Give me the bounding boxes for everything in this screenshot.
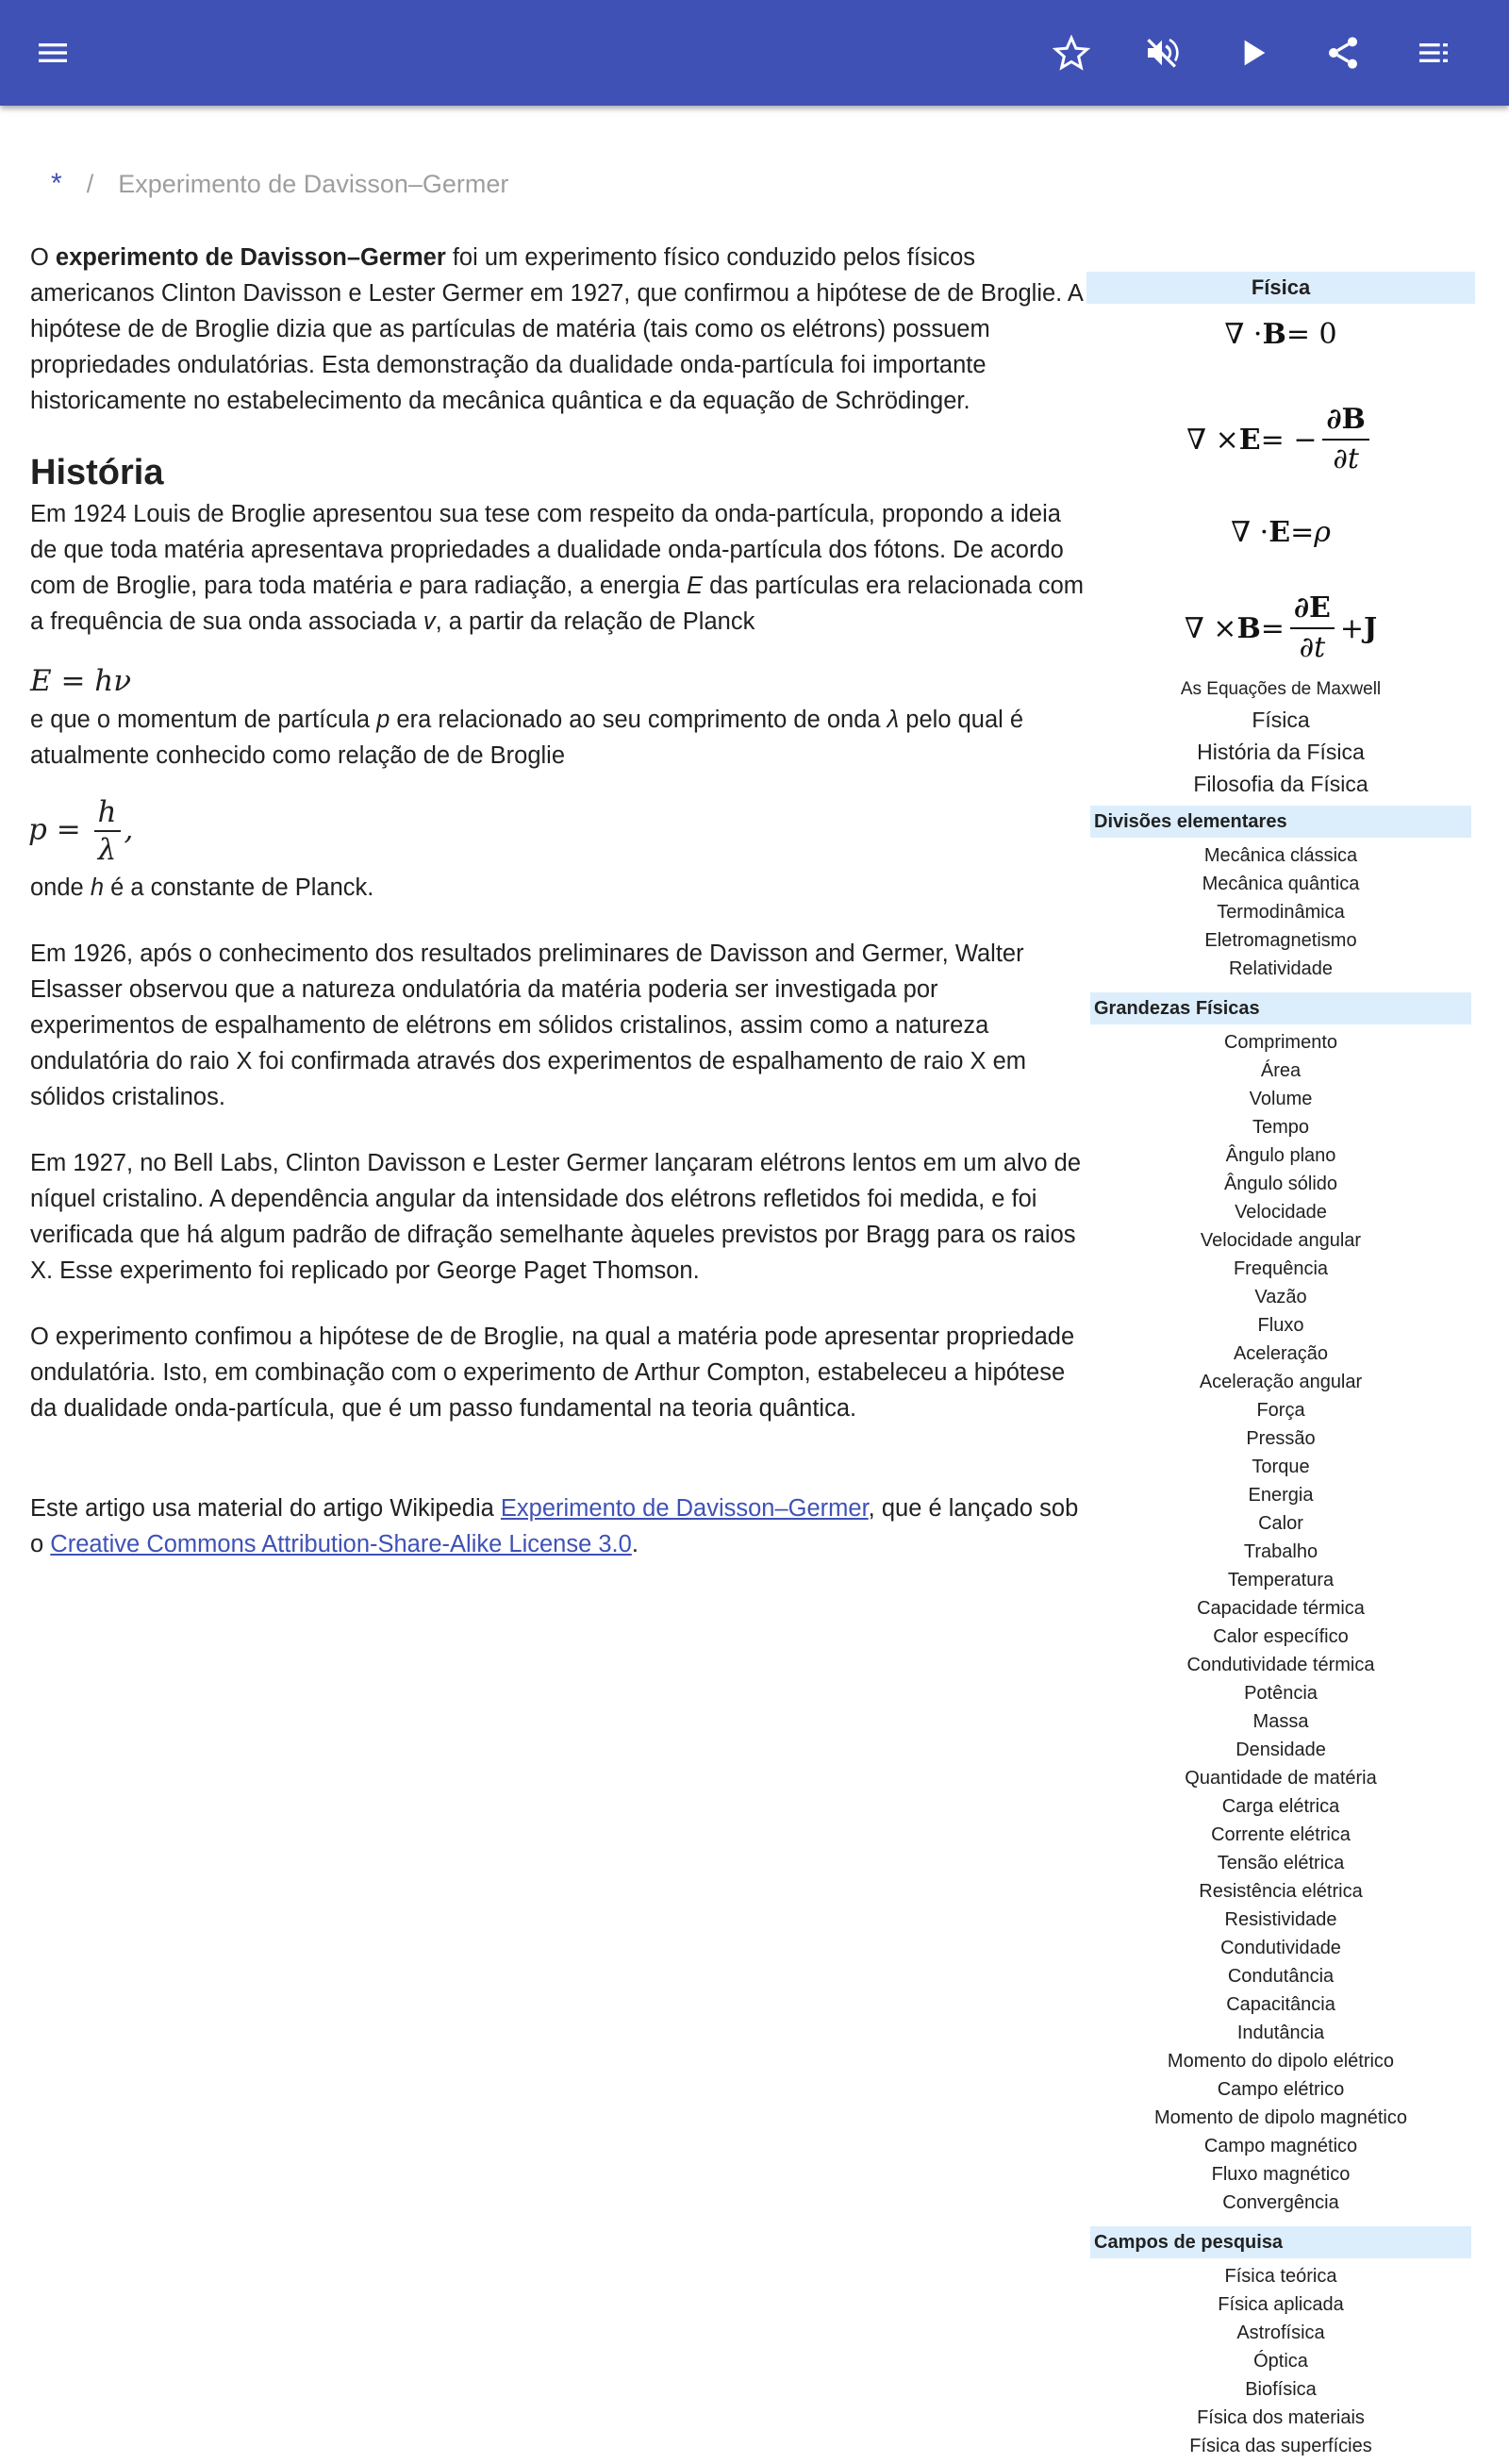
star-outline-icon[interactable] <box>1045 26 1098 79</box>
infobox-link[interactable]: Aceleração angular <box>1199 1372 1363 1392</box>
history-paragraph-5: Em 1927, no Bell Labs, Clinton Davisson e Lester Germer lançaram elétrons lentos em um alvo de níquel cristalino. A dependência angular da intensidade dos elétrons refletidos foi medida, e foi verificada que há algum padrão de difração semelhante àqueles previstos por Bragg para os raios X. Esse experimento foi replicado por George Paget Thomson. <box>30 1150 1082 1284</box>
infobox-section-header: Campos de pesquisa <box>1090 2226 1471 2258</box>
infobox-link[interactable]: Condutância <box>1227 1966 1335 1987</box>
math-var: λ <box>887 707 900 733</box>
eq-lhs: p = <box>28 812 81 847</box>
infobox-link[interactable]: Física das superfícies <box>1189 2436 1372 2456</box>
eq-rhs: = <box>1290 515 1315 549</box>
menu-icon[interactable] <box>26 26 79 79</box>
equation-de-broglie <box>28 794 1086 868</box>
infobox-link[interactable]: Tensão elétrica <box>1217 1853 1345 1873</box>
infobox-link[interactable]: Corrente elétrica <box>1211 1824 1351 1845</box>
play-icon[interactable] <box>1226 26 1279 79</box>
infobox-link-fisica[interactable]: Física <box>1252 708 1310 732</box>
infobox-link[interactable]: Volume <box>1249 1089 1313 1109</box>
infobox-link[interactable]: Resistividade <box>1224 1909 1337 1930</box>
infobox-link[interactable]: Condutividade térmica <box>1186 1655 1375 1675</box>
wikipedia-article-link[interactable]: Experimento de Davisson–Germer <box>500 1495 869 1522</box>
intro-text: foi um experimento físico conduzido pelos físicos americanos Clinton Davisson e Lester Germer em 1927, que confirmou a hipótese de de Broglie. A hipótese de de Broglie dizia que as partículas de matéria (tais como os elétrons) possuem propriedades ondulatórias. Esta demonstração da dualidade onda-partícula foi importante historicamente no estabelecimento da mecânica quântica e da equação de Schrödinger. <box>30 244 1083 414</box>
eq-op: ∇ · <box>1224 317 1263 351</box>
infobox-section-header: Divisões elementares <box>1090 806 1471 838</box>
denominator: λ <box>97 833 117 867</box>
eq-suffix: , <box>124 812 134 847</box>
history-paragraph-3 <box>30 870 1086 906</box>
eq-var: E <box>1269 515 1291 549</box>
license-link[interactable]: Creative Commons Attribution-Share-Alike License 3.0 <box>50 1531 632 1557</box>
app-bar <box>0 0 1509 106</box>
infobox-link[interactable]: Relatividade <box>1228 958 1334 979</box>
fraction <box>1322 401 1368 478</box>
text: era relacionado ao seu comprimento de onda <box>390 707 887 733</box>
text: é a constante de Planck. <box>104 874 374 901</box>
infobox-link[interactable]: Ângulo plano <box>1225 1145 1336 1166</box>
infobox-link[interactable]: Fluxo magnético <box>1211 2164 1351 2185</box>
infobox-link[interactable]: Termodinâmica <box>1217 902 1345 923</box>
eq-op: ∇ × <box>1184 611 1237 645</box>
infobox-section-list <box>1086 2258 1475 2464</box>
intro-prefix: O <box>30 244 56 271</box>
math-var: e <box>399 573 413 599</box>
infobox-link[interactable]: Potência <box>1244 1683 1318 1704</box>
eq-rhs: = 0 <box>1285 317 1337 351</box>
infobox-link[interactable]: Força <box>1256 1400 1305 1421</box>
math-var: h <box>90 874 104 901</box>
infobox-link-historia-da-fisica[interactable]: História da Física <box>1197 740 1365 764</box>
fraction <box>94 794 121 868</box>
infobox-section-list <box>1086 1024 1475 2221</box>
history-paragraph-4: Em 1926, após o conhecimento dos resultados preliminares de Davisson and Germer, Walter Elsasser observou que a natureza ondulatória da matéria poderia ser investigada por experimentos de espalhamento de elétrons em sólidos cristalinos, assim como a natureza ondulatória do raio X foi confirmada através dos experimentos de espalhamento de raio X em sólidos cristalinos. <box>30 941 1027 1110</box>
infobox-link[interactable]: Vazão <box>1254 1287 1307 1307</box>
eq-var: J <box>1363 611 1378 645</box>
attribution <box>30 1490 1086 1562</box>
history-paragraph-2 <box>30 702 1086 774</box>
text: para radiação, a energia <box>412 573 688 599</box>
infobox-link[interactable]: Área <box>1260 1060 1302 1081</box>
infobox-link[interactable]: Capacidade térmica <box>1197 1598 1365 1619</box>
denominator: ∂t <box>1299 631 1326 664</box>
infobox-link[interactable]: Óptica <box>1253 2351 1308 2372</box>
breadcrumb <box>51 168 508 200</box>
infobox-link[interactable]: Ângulo sólido <box>1223 1174 1338 1194</box>
infobox-link[interactable]: Velocidade angular <box>1200 1230 1362 1251</box>
maxwell-equation-3 <box>1086 504 1475 560</box>
infobox-link[interactable]: Astrofísica <box>1236 2322 1325 2343</box>
eq-op: ∇ · <box>1231 515 1269 549</box>
breadcrumb-separator: / <box>86 169 94 198</box>
infobox-link[interactable]: Aceleração <box>1233 1343 1329 1364</box>
infobox-link[interactable]: Eletromagnetismo <box>1204 930 1357 951</box>
physics-infobox <box>1086 272 1475 2464</box>
history-paragraph-1 <box>30 496 1086 640</box>
infobox-link[interactable]: Convergência <box>1222 2192 1339 2213</box>
eq-rhs: = <box>1260 611 1285 645</box>
text: Em 1924 Louis de Broglie apresentou sua tese com respeito da onda-partícula, propondo a ideia de que toda matéria apresentava propriedades a dualidade onda-partícula dos fótons. De acordo com de Broglie, para toda matéria <box>30 501 1064 599</box>
infobox-link[interactable]: Frequência <box>1233 1258 1329 1279</box>
text: , a partir da relação de Planck <box>435 608 755 635</box>
denominator: ∂t <box>1333 442 1359 475</box>
infobox-link[interactable]: Calor específico <box>1213 1626 1349 1647</box>
math-var: E <box>687 573 704 599</box>
maxwell-equation-2 <box>1086 392 1475 487</box>
infobox-link-filosofia-da-fisica[interactable]: Filosofia da Física <box>1193 772 1368 796</box>
text: e que o momentum de partícula <box>30 707 377 733</box>
infobox-section-list <box>1086 838 1475 987</box>
math-var: p <box>376 707 390 733</box>
infobox-section-header: Grandezas Físicas <box>1090 992 1471 1024</box>
infobox-link[interactable]: Carga elétrica <box>1221 1796 1340 1817</box>
intro-paragraph <box>30 240 1086 419</box>
playlist-icon[interactable] <box>1407 26 1460 79</box>
infobox-link[interactable]: Indutância <box>1236 2023 1325 2043</box>
infobox-link[interactable]: Pressão <box>1246 1428 1316 1449</box>
infobox-link[interactable]: Campo magnético <box>1203 2136 1358 2156</box>
eq-var: E <box>1238 423 1261 457</box>
numerator: ∂E <box>1290 590 1335 629</box>
numerator: h <box>94 794 121 832</box>
infobox-link[interactable]: Comprimento <box>1223 1032 1338 1053</box>
infobox-link[interactable]: Densidade <box>1235 1740 1326 1760</box>
eq-rhs: = − <box>1260 423 1318 457</box>
infobox-link[interactable]: Condutividade <box>1220 1938 1341 1958</box>
history-paragraph-6: O experimento confimou a hipótese de de Broglie, na qual a matéria pode apresentar propriedade ondulatória. Isto, em combinação com o experimento de Arthur Compton, estabeleceu a hipótese da dualidade onda-partícula, que é um passo fundamental na teoria quântica. <box>30 1324 1075 1422</box>
text: , que é lançado sob o <box>30 1495 1079 1557</box>
infobox-link[interactable]: Momento do dipolo elétrico <box>1167 2051 1395 2072</box>
infobox-link[interactable]: Velocidade <box>1235 1202 1327 1223</box>
infobox-title: Física <box>1086 272 1475 304</box>
text: . <box>631 1531 638 1557</box>
infobox-link[interactable]: Mecânica quântica <box>1202 874 1360 894</box>
math-var: v <box>423 608 436 635</box>
infobox-link[interactable]: Torque <box>1252 1457 1310 1477</box>
breadcrumb-current: Experimento de Davisson–Germer <box>118 169 509 198</box>
infobox-link[interactable]: Calor <box>1258 1513 1303 1534</box>
article-body <box>30 240 1086 1592</box>
volume-off-icon[interactable] <box>1136 26 1188 79</box>
infobox-link[interactable]: Física aplicada <box>1218 2294 1344 2315</box>
infobox-link[interactable]: Capacitância <box>1226 1994 1335 2015</box>
infobox-link[interactable]: Tempo <box>1252 1117 1310 1138</box>
infobox-link[interactable]: Massa <box>1252 1711 1309 1732</box>
text: onde <box>30 874 91 901</box>
section-heading-historia: História <box>30 453 164 492</box>
infobox-link[interactable]: Campo elétrico <box>1217 2079 1345 2100</box>
infobox-link[interactable]: Momento de dipolo magnético <box>1154 2107 1407 2128</box>
maxwell-equation-1 <box>1086 306 1475 362</box>
infobox-link[interactable]: Trabalho <box>1243 1541 1318 1562</box>
eq-op: + <box>1339 611 1364 645</box>
eq-op: ∇ × <box>1186 423 1239 457</box>
text: das partículas era relacionada com a frequência de sua onda associada <box>30 573 1085 635</box>
breadcrumb-home-link[interactable]: * <box>51 168 62 199</box>
text: Este artigo usa material do artigo Wikipedia <box>30 1495 501 1522</box>
infobox-link[interactable]: Temperatura <box>1227 1570 1335 1590</box>
infobox-link[interactable]: Energia <box>1248 1485 1314 1506</box>
infobox-link[interactable]: Biofísica <box>1245 2379 1317 2400</box>
infobox-link[interactable]: Fluxo <box>1257 1315 1304 1336</box>
fraction <box>1290 590 1335 667</box>
infobox-link[interactable]: Física dos materiais <box>1197 2407 1365 2428</box>
maxwell-equation-4 <box>1086 581 1475 675</box>
infobox-link[interactable]: Física teórica <box>1224 2266 1337 2287</box>
eq-var: B <box>1236 611 1261 645</box>
infobox-link[interactable]: Quantidade de matéria <box>1185 1768 1377 1789</box>
infobox-link[interactable]: Resistência elétrica <box>1199 1881 1363 1902</box>
text: pelo qual é atualmente conhecido como relação de de Broglie <box>30 707 1024 769</box>
eq-var: ρ <box>1314 515 1331 549</box>
infobox-sections <box>1086 806 1475 2464</box>
equation-planck: E = hν <box>30 664 132 698</box>
share-icon[interactable] <box>1317 26 1369 79</box>
article-subject: experimento de Davisson–Germer <box>55 244 446 271</box>
numerator: ∂B <box>1322 401 1368 441</box>
infobox-link[interactable]: Mecânica clássica <box>1203 845 1358 866</box>
eq-var: B <box>1262 317 1286 351</box>
infobox-caption: As Equações de Maxwell <box>1180 679 1382 699</box>
